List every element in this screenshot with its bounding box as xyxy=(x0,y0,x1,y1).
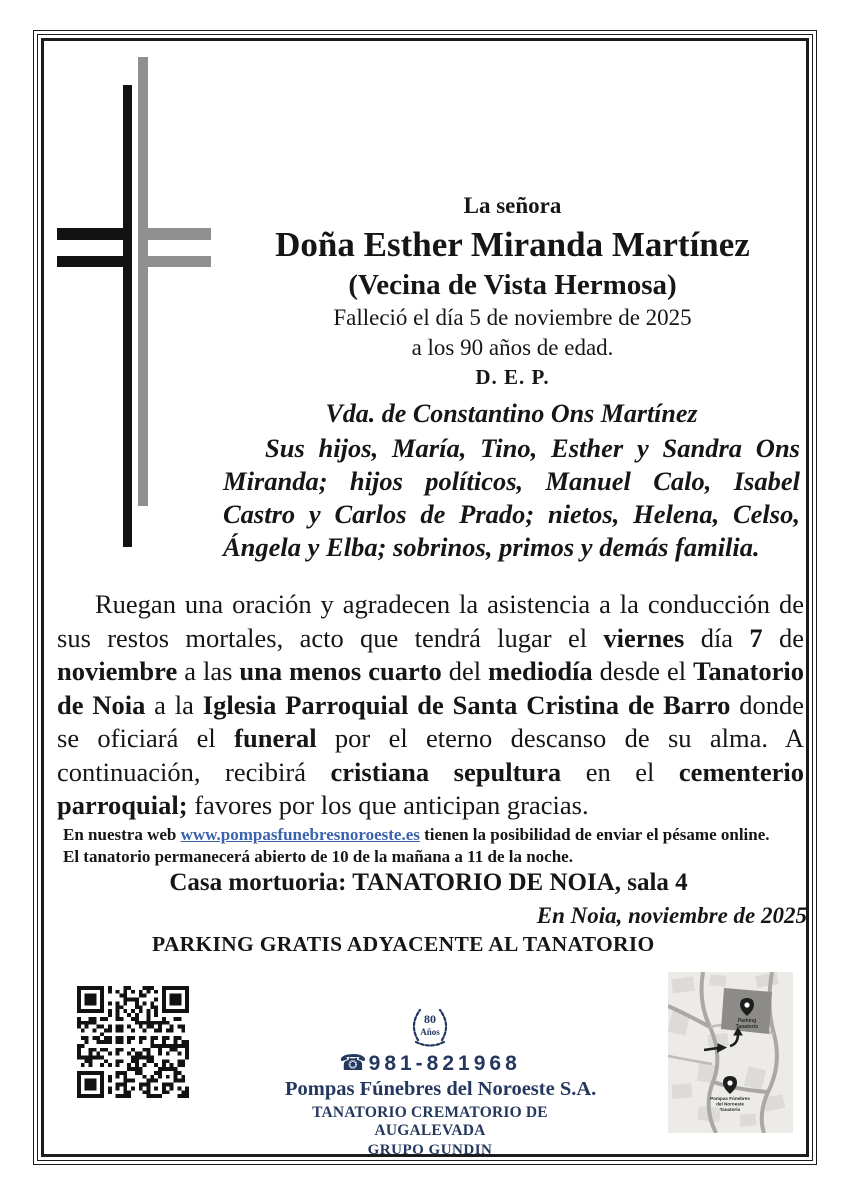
salutation: La señora xyxy=(463,193,562,218)
dep-line: D. E. P. xyxy=(475,365,550,389)
web-note-suffix: tienen la posibilidad de enviar el pésame online. xyxy=(419,825,770,844)
group-name: GRUPO GUNDIN xyxy=(367,1142,493,1158)
funeral-home-pin-label-2: del Noroeste xyxy=(716,1101,744,1107)
phone-line xyxy=(285,1050,575,1076)
family-paragraph: Sus hijos, María, Tino, Esther y Sandra Ons Miranda; hijos políticos, Manuel Calo, Isabel Castro y Carlos de Prado; nietos, Helena, Celso, Ángela y Elba; sobrinos, primos y demás familia. xyxy=(223,433,800,562)
qr-code xyxy=(77,986,189,1098)
badge-anos-text: Años xyxy=(420,1027,440,1037)
web-note-prefix: En nuestra web xyxy=(63,825,181,844)
mortuary-line: Casa mortuoria: TANATORIO DE NOIA, sala 4 xyxy=(169,869,688,896)
parking-pin-label-2: Tanatorio xyxy=(735,1024,759,1030)
residence-line: (Vecina de Vista Hermosa) xyxy=(348,269,677,301)
website-link[interactable]: www.pompasfunebresnoroeste.es xyxy=(180,825,420,844)
age-line: a los 90 años de edad. xyxy=(411,335,614,360)
parking-line: PARKING GRATIS ADYACENTE AL TANATORIO xyxy=(152,932,655,956)
place-date-line: En Noia, noviembre de 2025 xyxy=(536,903,807,928)
parking-pin-label-1: Parking xyxy=(737,1018,757,1024)
phone-number: 981-821968 xyxy=(368,1052,521,1075)
80-anos-badge-icon xyxy=(403,1002,457,1048)
facility-name: TANATORIO CREMATORIO DE AUGALEVADA xyxy=(312,1104,548,1139)
funeral-home-pin-label-1: Pompas Fúnebres xyxy=(710,1096,750,1101)
web-note xyxy=(63,824,813,868)
company-name: Pompas Fúnebres del Noroeste S.A. xyxy=(285,1078,597,1100)
badge-80-text: 80 xyxy=(424,1012,436,1026)
notice-header xyxy=(220,192,805,391)
location-map xyxy=(668,972,793,1133)
phone-icon: ☎ xyxy=(339,1050,367,1075)
web-note-line xyxy=(63,824,813,846)
funeral-home-brand-block xyxy=(285,1002,597,1159)
widow-line: Vda. de Constantino Ons Martínez xyxy=(325,399,698,428)
announcement-paragraph: Ruegan una oración y agradecen la asistencia a la conducción de sus restos mortales, acto que tendrá lugar el viernes día 7 de noviembre a las una menos cuarto del mediodía desde el Tanatorio de Noia a la Iglesia Parroquial de Santa Cristina de Barro donde se oficiará el funeral por el eterno descanso de su alma. A continuación, recibirá cristiana sepultura en el cementerio parroquial; favores por los que anticipan gracias. xyxy=(57,589,805,820)
hours-line: El tanatorio permanecerá abierto de 10 de la mañana a 11 de la noche. xyxy=(63,847,573,866)
death-date-line: Falleció el día 5 de noviembre de 2025 xyxy=(333,305,692,330)
funeral-home-pin-label-3: Tanatorio xyxy=(719,1107,741,1112)
deceased-name: Doña Esther Miranda Martínez xyxy=(275,225,750,264)
